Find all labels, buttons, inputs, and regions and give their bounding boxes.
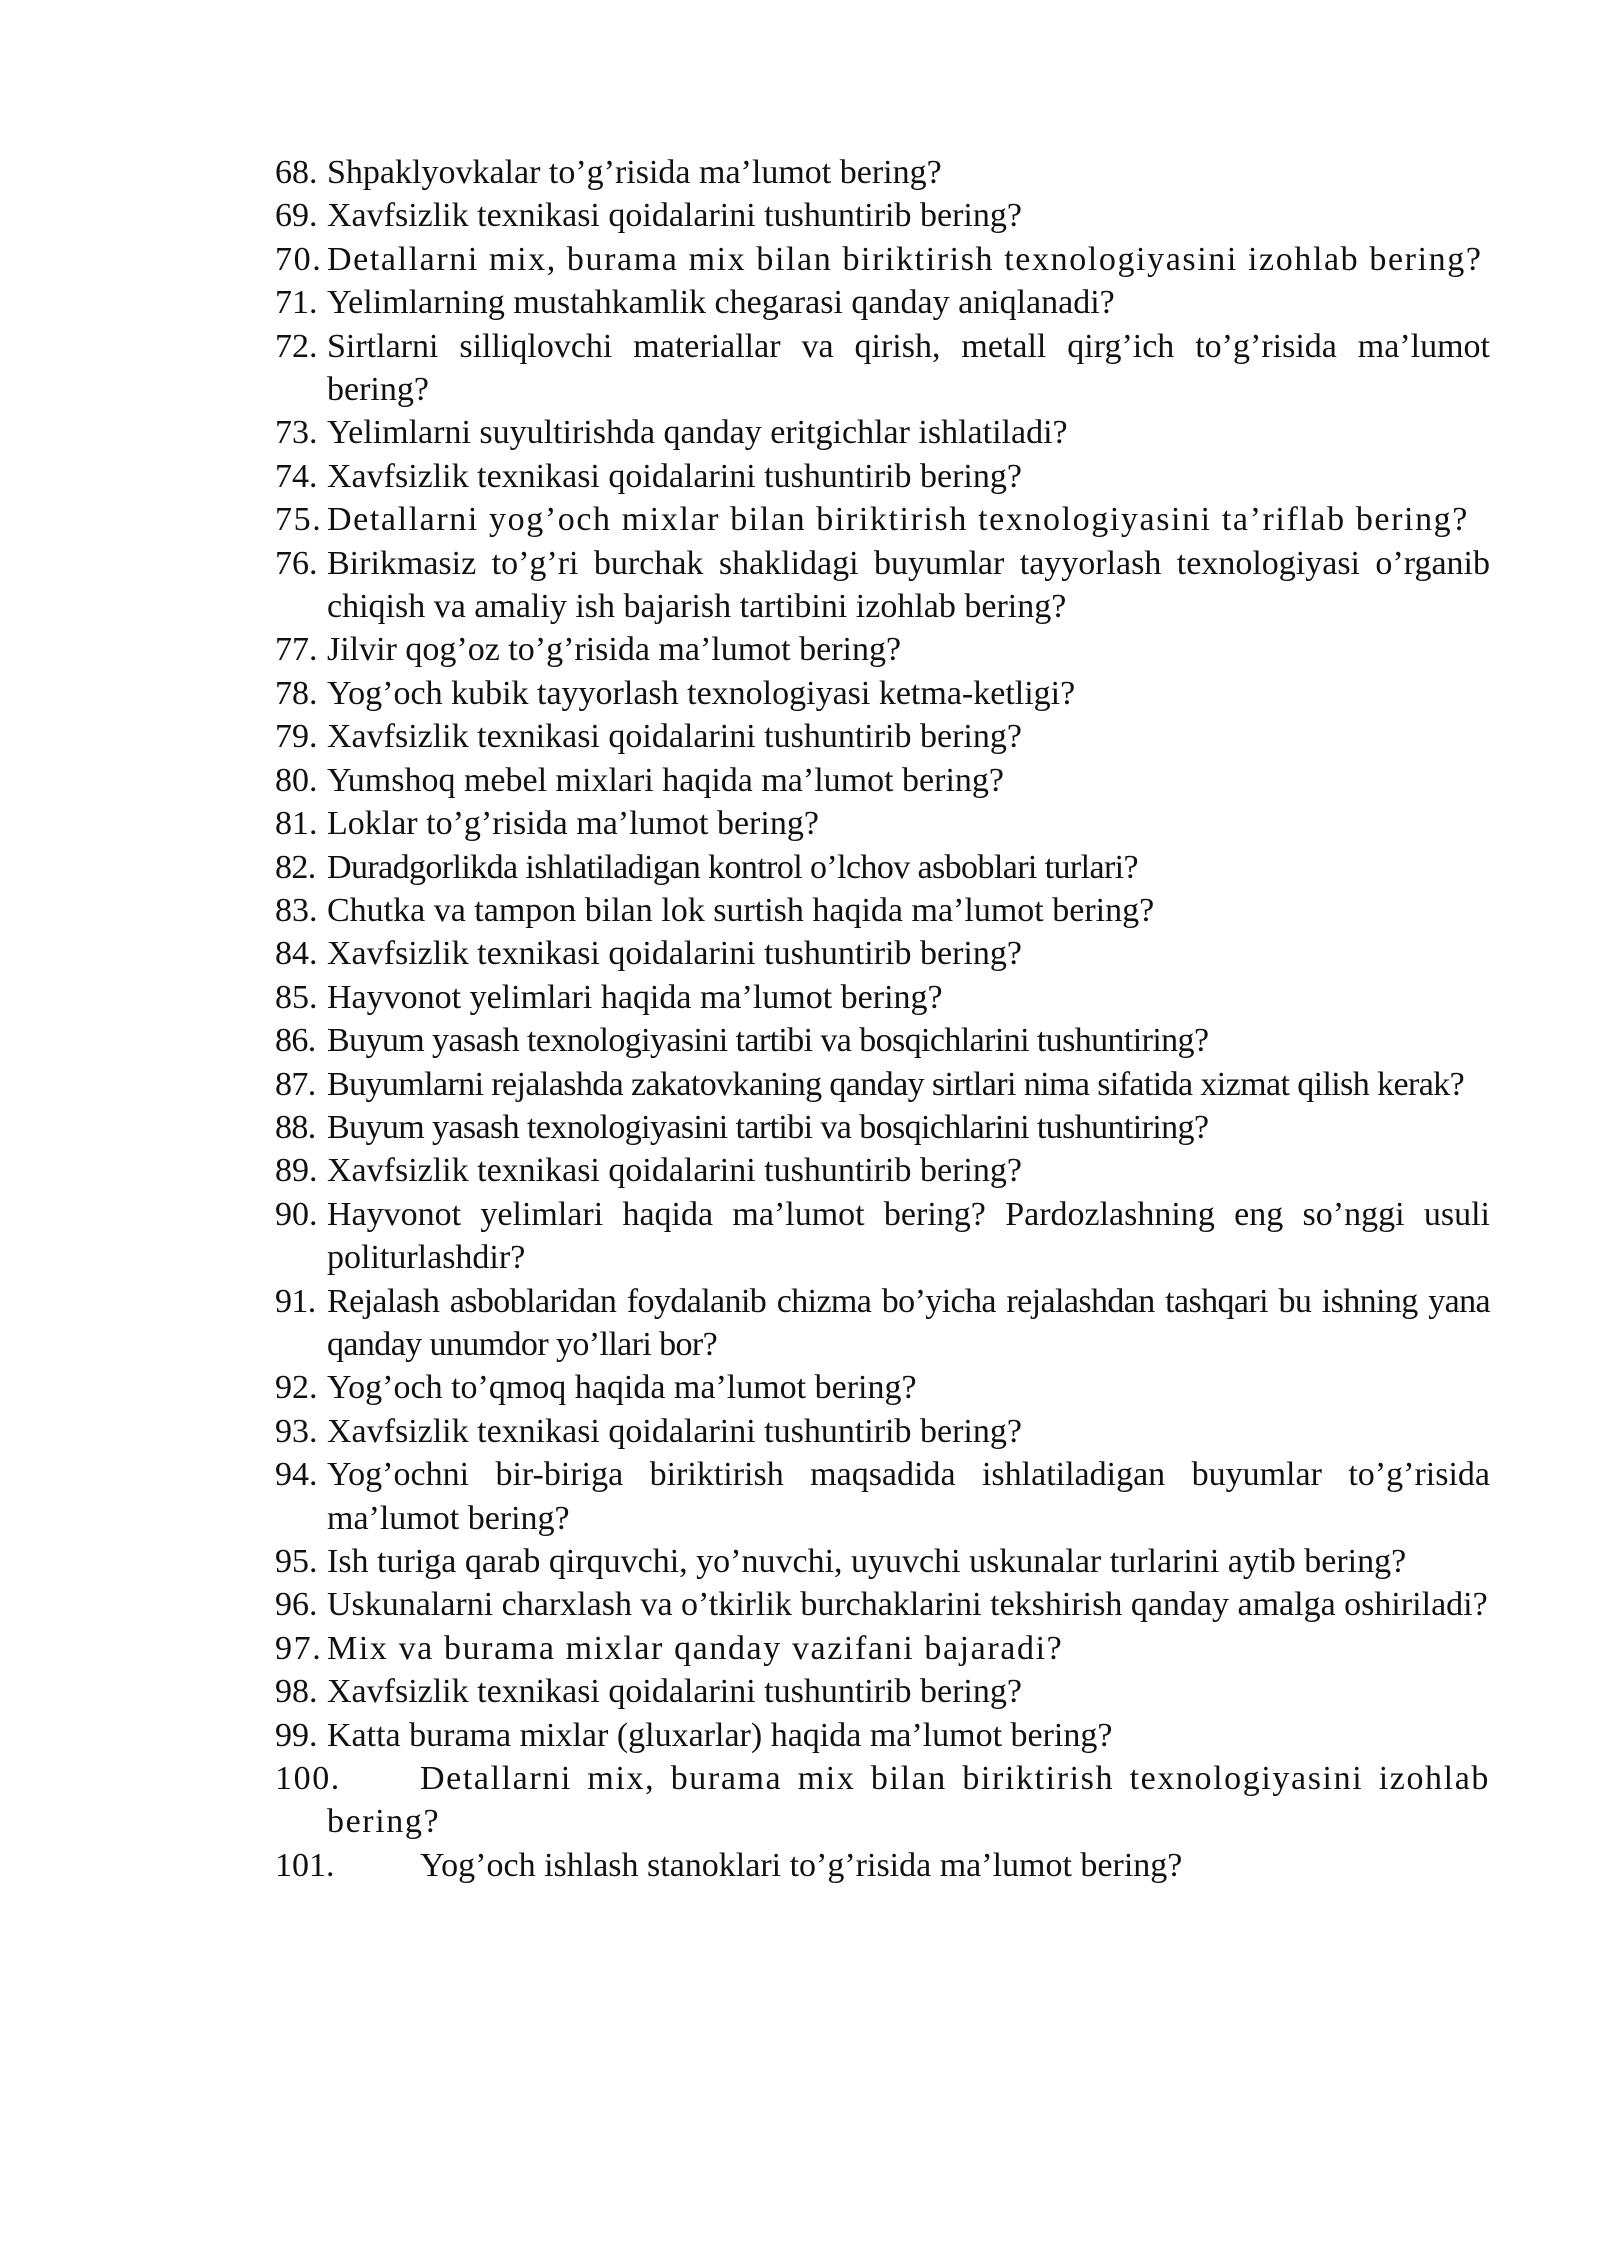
- list-item: [275, 802, 1490, 845]
- list-item: [275, 1670, 1490, 1713]
- question-number: 71.: [275, 284, 318, 322]
- question-number: 84.: [275, 935, 318, 973]
- question-number: 98.: [275, 1673, 318, 1711]
- list-item: [275, 281, 1490, 324]
- list-item: [275, 1280, 1490, 1367]
- question-number: 101.: [275, 1846, 335, 1884]
- list-item: [275, 1540, 1490, 1583]
- question-text: Chutka va tampon bilan lok surtish haqida ma’lumot bering?: [327, 891, 1155, 929]
- question-text: Jilvir qog’oz to’g’risida ma’lumot bering?: [327, 631, 902, 669]
- list-item: [275, 194, 1490, 237]
- question-number: 83.: [275, 891, 318, 929]
- list-item: [275, 1366, 1490, 1409]
- question-text: Buyum yasash texnologiyasini tartibi va bosqichlarini tushuntiring?: [327, 1108, 1209, 1146]
- question-number: 99.: [275, 1716, 318, 1754]
- question-number: 69.: [275, 197, 318, 235]
- question-number: 76.: [275, 544, 318, 582]
- question-number: 68.: [275, 154, 318, 191]
- list-item: [275, 1193, 1490, 1280]
- question-text: Xavfsizlik texnikasi qoidalarini tushuntirib bering?: [327, 718, 1022, 756]
- question-number: 72.: [275, 327, 318, 365]
- list-item: [275, 759, 1490, 802]
- question-text: Yog’och to’qmoq haqida ma’lumot bering?: [327, 1369, 917, 1407]
- list-item: [275, 1627, 1490, 1670]
- list-item: [275, 715, 1490, 758]
- list-item: [275, 1844, 1490, 1887]
- list-item: [275, 325, 1490, 412]
- question-text: Shpaklyovkalar to’g’risida ma’lumot bering?: [327, 154, 942, 191]
- list-item: [275, 1106, 1490, 1149]
- question-text: Sirtlarni silliqlovchi materiallar va qirish, metall qirg’ich to’g’risida ma’lumot bering?: [327, 327, 1490, 409]
- question-number: 70.: [275, 240, 323, 278]
- list-item: [275, 411, 1490, 454]
- question-text: Xavfsizlik texnikasi qoidalarini tushuntirib bering?: [327, 1152, 1022, 1190]
- question-number: 86.: [275, 1022, 316, 1060]
- question-text: Detallarni yog’och mixlar bilan biriktirish texnologiyasini ta’riflab bering?: [327, 501, 1469, 539]
- question-text: Xavfsizlik texnikasi qoidalarini tushuntirib bering?: [327, 1673, 1022, 1711]
- question-text: Hayvonot yelimlari haqida ma’lumot bering? Pardozlashning eng so’nggi usuli politurlashdir?: [327, 1195, 1490, 1277]
- question-text: Yelimlarni suyultirishda qanday eritgichlar ishlatiladi?: [327, 414, 1068, 452]
- question-text: Mix va burama mixlar qanday vazifani bajaradi?: [327, 1629, 1064, 1667]
- list-item: [275, 542, 1490, 629]
- question-number: 87.: [275, 1065, 316, 1103]
- question-text: Birikmasiz to’g’ri burchak shaklidagi buyumlar tayyorlash texnologiyasi o’rganib chiqish va amaliy ish bajarish tartibini izohlab bering?: [327, 544, 1490, 626]
- list-item: [275, 672, 1490, 715]
- question-number: 73.: [275, 414, 318, 452]
- question-text: Yelimlarning mustahkamlik chegarasi qanday aniqlanadi?: [327, 284, 1115, 322]
- list-item: [275, 1149, 1490, 1192]
- question-text: Uskunalarni charxlash va o’tkirlik burchaklarini tekshirish qanday amalga oshiriladi?: [327, 1586, 1488, 1624]
- list-item: [275, 1019, 1490, 1062]
- list-item: [275, 498, 1490, 541]
- question-text: Yumshoq mebel mixlari haqida ma’lumot bering?: [327, 761, 1005, 799]
- list-item: [275, 889, 1490, 932]
- question-number: 78.: [275, 674, 318, 712]
- question-text: Ish turiga qarab qirquvchi, yo’nuvchi, uyuvchi uskunalar turlarini aytib bering?: [327, 1543, 1407, 1580]
- question-text: Buyumlarni rejalashda zakatovkaning qanday sirtlari nima sifatida xizmat qilish kerak?: [327, 1065, 1465, 1103]
- question-text: Hayvonot yelimlari haqida ma’lumot bering?: [327, 978, 943, 1016]
- question-number: 94.: [275, 1456, 318, 1494]
- question-number: 93.: [275, 1412, 318, 1450]
- list-item: [275, 1410, 1490, 1453]
- question-number: 89.: [275, 1152, 318, 1190]
- question-number: 90.: [275, 1195, 318, 1233]
- question-number: 82.: [275, 848, 316, 886]
- question-text: Yog’och ishlash stanoklari to’g’risida ma’lumot bering?: [420, 1846, 1183, 1884]
- question-text: Yog’och kubik tayyorlash texnologiyasi ketma-ketligi?: [327, 674, 1076, 712]
- list-item: [275, 628, 1490, 671]
- question-text: Xavfsizlik texnikasi qoidalarini tushuntirib bering?: [327, 197, 1022, 235]
- list-item: [275, 1453, 1490, 1540]
- question-text: Xavfsizlik texnikasi qoidalarini tushuntirib bering?: [327, 1412, 1022, 1450]
- question-text: Detallarni mix, burama mix bilan biriktirish texnologiyasini izohlab bering?: [327, 1760, 1490, 1841]
- question-number: 85.: [275, 978, 318, 1016]
- question-number: 88.: [275, 1108, 316, 1146]
- list-item: [275, 1063, 1490, 1106]
- question-number: 97.: [275, 1629, 323, 1667]
- question-number: 75.: [275, 501, 323, 539]
- list-item: [275, 932, 1490, 975]
- question-text: Buyum yasash texnologiyasini tartibi va bosqichlarini tushuntiring?: [327, 1022, 1209, 1060]
- list-item: [275, 1583, 1490, 1626]
- question-number: 81.: [275, 805, 318, 843]
- question-text: Katta burama mixlar (gluxarlar) haqida ma’lumot bering?: [327, 1716, 1113, 1754]
- question-text: Duradgorlikda ishlatiladigan kontrol o’lchov asboblari turlari?: [327, 848, 1139, 886]
- list-item: [275, 1714, 1490, 1757]
- question-number: 100.: [275, 1760, 341, 1798]
- question-text: Xavfsizlik texnikasi qoidalarini tushuntirib bering?: [327, 457, 1022, 495]
- list-item: [275, 976, 1490, 1019]
- list-item: [275, 238, 1490, 281]
- question-number: 96.: [275, 1586, 318, 1624]
- question-text: Rejalash asboblaridan foydalanib chizma bo’yicha rejalashdan tashqari bu ishning yana qanday unumdor yo’llari bor?: [327, 1282, 1490, 1363]
- question-number: 77.: [275, 631, 318, 669]
- list-item: [275, 846, 1490, 889]
- list-item: [275, 455, 1490, 498]
- list-item: [275, 1757, 1490, 1844]
- question-text: Xavfsizlik texnikasi qoidalarini tushuntirib bering?: [327, 935, 1022, 973]
- question-list: [275, 151, 1490, 1887]
- question-number: 79.: [275, 718, 318, 756]
- question-text: Yog’ochni bir-biriga biriktirish maqsadida ishlatiladigan buyumlar to’g’risida ma’lumot bering?: [327, 1456, 1490, 1537]
- list-item: [275, 151, 1490, 194]
- question-number: 91.: [275, 1282, 316, 1320]
- question-number: 95.: [275, 1543, 318, 1580]
- question-number: 80.: [275, 761, 318, 799]
- question-text: Loklar to’g’risida ma’lumot bering?: [327, 805, 819, 843]
- question-text: Detallarni mix, burama mix bilan biriktirish texnologiyasini izohlab bering?: [327, 240, 1483, 278]
- question-number: 92.: [275, 1369, 318, 1407]
- question-number: 74.: [275, 457, 318, 495]
